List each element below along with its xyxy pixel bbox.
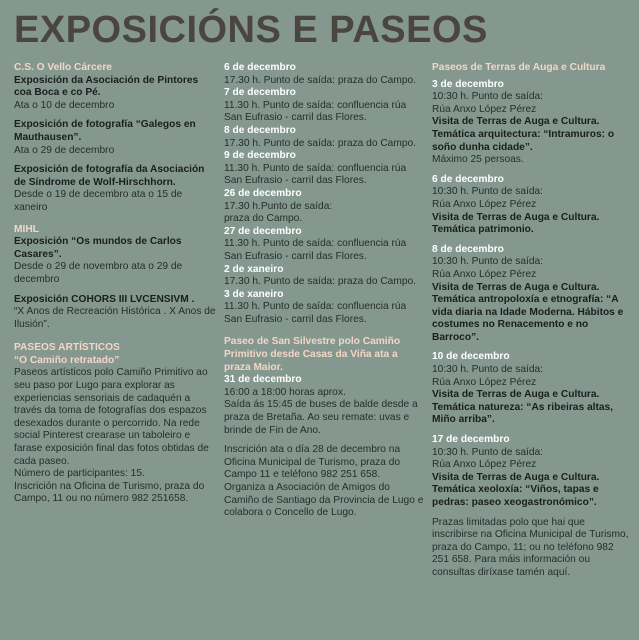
page-title: EXPOSICIÓNS E PASEOS xyxy=(14,9,488,51)
section-heading: Paseo de San Silvestre polo Camiño Primitivo desde Casas da Viña ata a praza Maior. xyxy=(224,336,401,373)
walk-date: 27 de decembro xyxy=(224,225,302,237)
walk-date: 9 de decembro xyxy=(224,150,296,162)
section-heading: C.S. O Vello Cárcere xyxy=(14,62,112,73)
list-item xyxy=(432,79,632,167)
list-item xyxy=(224,188,424,226)
walk-place: Rúa Anxo López Pérez xyxy=(432,198,537,210)
walk-date: 6 de decembro xyxy=(224,62,296,73)
walk-date: 2 de xaneiro xyxy=(224,263,284,275)
walk-desc: Visita de Terras de Auga e Cultura. Temática arquitectura: “Intramuros: o soño dunha cidade”. xyxy=(432,116,615,153)
item-text: Ata o 10 de decembro xyxy=(14,99,115,111)
walk-date: 8 de decembro xyxy=(224,124,296,136)
inscription: Inscrición ata o día 28 de decembro na Oficina Municipal de Turismo, praza do Campo 11 e teléfono 982 251 658. Organiza a Asociación de Amigos do Camiño de Santiago da Provincia de Lugo e colabora o Concello de Lugo. xyxy=(224,444,424,519)
participants: Número de participantes: 15. xyxy=(14,468,145,480)
walk-time: 10:30 h. Punto de saída: xyxy=(432,256,544,268)
walk-desc: Visita de Terras de Auga e Cultura. Temática natureza: “As ribeiras altas, Miño arriba”. xyxy=(432,389,613,426)
walk-text: 11.30 h. Punto de saída: confluencia rúa San Eufrasio - carril das Flores. xyxy=(224,162,407,187)
item-text: Ata o 29 de decembro xyxy=(14,144,115,156)
walk-text: 11.30 h. Punto de saída: confluencia rúa San Eufrasio - carril das Flores. xyxy=(224,99,407,124)
item-title: Exposición COHORS III LVCENSIVM . xyxy=(14,293,195,305)
list-item xyxy=(224,226,424,264)
walk-text: 17.30 h. Punto de saída: praza do Campo. xyxy=(224,137,416,149)
paragraph: Paseos artísticos polo Camiño Primitivo ao seu paso por Lugo para explorar as experiencias sensoriais de cadaquén a través da toma de fotografías dos espazos desexados durante o percorrido. Na rede social Pinterest crearase un taboleiro e farase exposición final das fotos obtidas de cada paseo. xyxy=(14,367,209,467)
walk-date: 31 de decembro xyxy=(224,374,302,386)
walk-time: 10:30 h. Punto de saída: xyxy=(432,91,544,103)
list-item xyxy=(224,150,424,188)
walk-desc: Visita de Terras de Auga e Cultura. Temática antropoloxía e etnografía: “A vida diaria na Idade Moderna. Hábitos e costumes no Renacemento e no Barroco”. xyxy=(432,281,624,343)
list-item xyxy=(224,264,424,289)
inscription: Inscrición na Oficina de Turismo, praza do Campo, 11 ou no número 982 251658. xyxy=(14,480,205,505)
walk-place: Rúa Anxo López Pérez xyxy=(432,459,537,471)
list-item xyxy=(432,174,632,237)
column-exhibitions xyxy=(14,62,216,506)
item-title: Exposición da Asociación de Pintores coa Boca e co Pé. xyxy=(14,74,199,99)
item-text: Desde o 29 de novembro ata o 29 de decembro xyxy=(14,261,183,285)
walk-text: Saída ás 15:45 de buses de balde desde a praza de Bretaña. Ao seu remate: uvas e brinde de Fin de Ano. xyxy=(224,399,418,436)
walk-date: 3 de decembro xyxy=(432,78,504,90)
list-item xyxy=(432,434,632,510)
walk-text: 17.30 h. Punto de saída: praza do Campo. xyxy=(224,276,416,288)
walk-date: 6 de decembro xyxy=(432,173,504,185)
walk-date: 3 de xaneiro xyxy=(224,288,284,300)
walk-date: 7 de decembro xyxy=(224,87,296,99)
item-text: “X Anos de Recreación Histórica . X Anos de Ilusión”. xyxy=(14,306,216,330)
walk-text: 11.30 h. Punto de saída: confluencia rúa San Eufrasio - carril das Flores. xyxy=(224,301,407,325)
walk-place: Rúa Anxo López Pérez xyxy=(432,103,537,115)
walk-date: 8 de decembro xyxy=(432,243,504,255)
walk-text: 17.30 h.Punto de saída: praza do Campo. xyxy=(224,200,333,225)
list-item xyxy=(224,62,424,87)
silvestre-block xyxy=(224,336,424,519)
walk-desc: Visita de Terras de Auga e Cultura. Temática patrimonio. xyxy=(432,211,600,236)
walk-time: 16:00 a 18:00 horas aprox. xyxy=(224,386,346,398)
section-heading: MIHL xyxy=(14,223,39,235)
walk-desc: Visita de Terras de Auga e Cultura. Temática xeoloxía: “Viños, tapas e pedras: paseo xeogastronómico”. xyxy=(432,471,600,508)
list-item xyxy=(14,236,216,286)
list-item xyxy=(224,87,424,125)
item-text: Desde o 19 de decembro ata o 15 de xaneiro xyxy=(14,189,183,213)
item-title: Exposición de fotografía da Asociación de Síndrome de Wolf-Hirschhorn. xyxy=(14,164,205,188)
walk-time: 10:30 h. Punto de saída: xyxy=(432,186,544,198)
list-item xyxy=(14,164,216,214)
list-item xyxy=(14,294,216,332)
walk-place: Rúa Anxo López Pérez xyxy=(432,376,537,388)
item-title: Exposición de fotografía “Galegos en Mauthausen”. xyxy=(14,119,196,143)
walk-date: 10 de decembro xyxy=(432,351,510,363)
list-item xyxy=(224,125,424,150)
column-walks xyxy=(224,62,424,520)
walk-time: 10:30 h. Punto de saída: xyxy=(432,364,544,376)
walk-text: 11.30 h. Punto de saída: confluencia rúa San Eufrasio - carril das Flores. xyxy=(224,238,407,262)
item-title: Exposición “Os mundos de Carlos Casares”. xyxy=(14,236,182,260)
list-item xyxy=(224,289,424,327)
section-subheading: “O Camiño retratado” xyxy=(14,354,120,366)
section-heading: PASEOS ARTÍSTICOS xyxy=(14,342,120,354)
walk-date: 17 de decembro xyxy=(432,434,510,446)
list-item xyxy=(432,244,632,345)
section-heading: Paseos de Terras de Auga e Cultura xyxy=(432,62,606,73)
list-item xyxy=(14,119,216,157)
walk-extra: Máximo 25 persoas. xyxy=(432,154,524,166)
walk-time: 10:30 h. Punto de saída: xyxy=(432,446,544,458)
walk-text: 17.30 h. Punto de saída: praza do Campo. xyxy=(224,74,416,86)
column-terras xyxy=(432,62,632,580)
walk-date: 26 de decembro xyxy=(224,187,302,199)
walk-place: Rúa Anxo López Pérez xyxy=(432,268,537,280)
list-item xyxy=(14,75,216,113)
footer-note: Prazas limitadas polo que hai que inscribirse na Oficina Municipal de Turismo, praza do Campo, 11; ou no teléfono 982 251 658. Para máis información ou consultas diríxase tamén aquí. xyxy=(432,516,629,578)
list-item xyxy=(432,351,632,427)
